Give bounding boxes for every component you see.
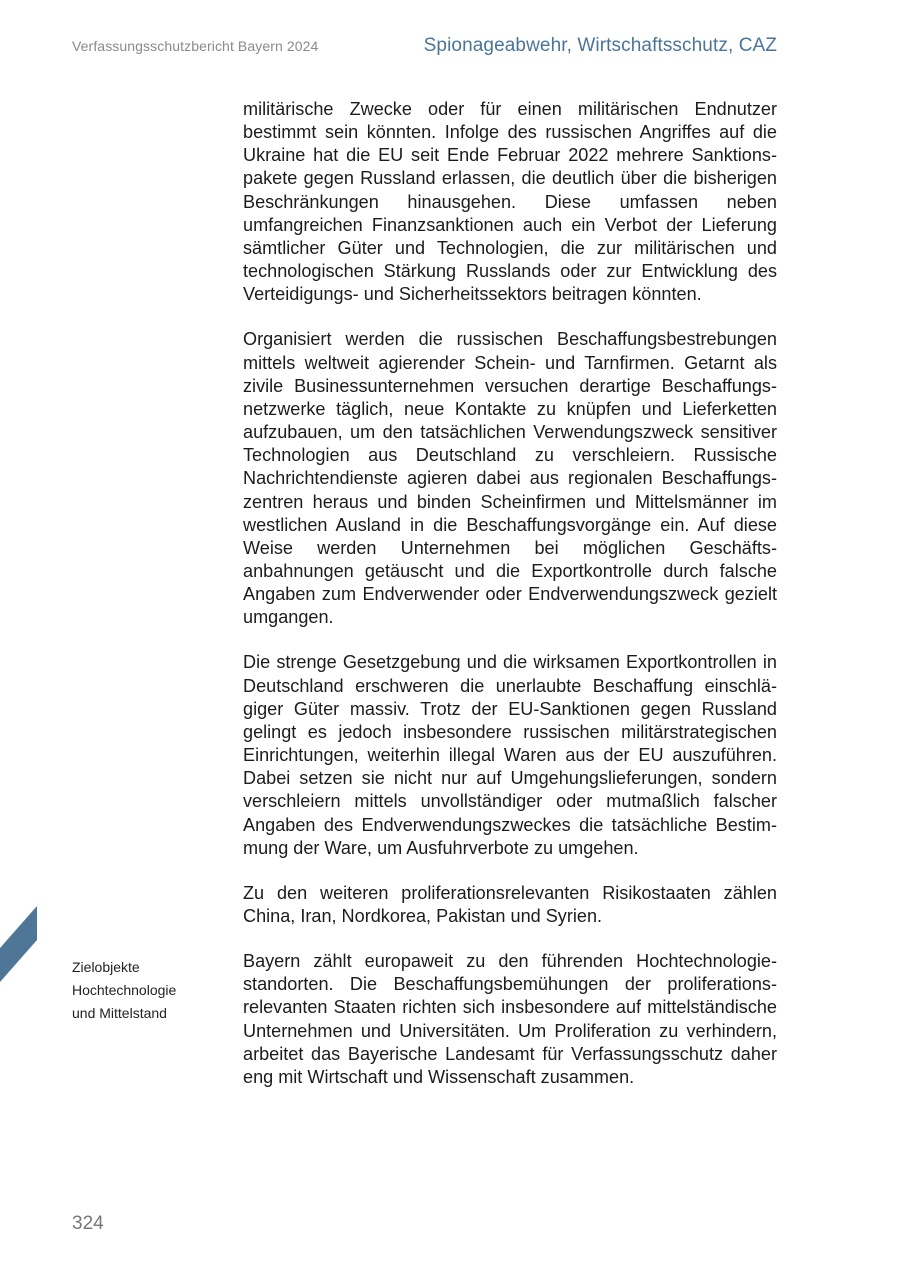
report-title: Verfassungsschutzbericht Bayern 2024 [72, 38, 319, 54]
section-title: Spionageabwehr, Wirtschaftsschutz, CAZ [423, 35, 777, 56]
body-paragraph: Die strenge Gesetzgebung und die wirksamen Exportkontrollen in Deutschland erschweren die unerlaubte Beschaffung einschlägiger Güter massiv. Trotz der EU-Sanktionen gegen Russland gelingt es jedoch insbesondere russischen militärstrategischen Einrichtungen, weiterhin illegal Waren aus der EU auszuführen. Dabei setzen sie nicht nur auf Umgehungslieferungen, sondern verschleiern mittels unvollständiger oder mutmaßlich falscher Angaben des Endverwendungszweckes die tatsächliche Bestimmung der Ware, um Ausfuhrverbote zu umgehen. [243, 652, 777, 858]
margin-note-line: Zielobjekte [72, 959, 140, 975]
margin-note [72, 956, 222, 1025]
body-paragraph: Organisiert werden die russischen Beschaffungsbestrebungen mittels weltweit agierender Schein- und Tarnfirmen. Getarnt als zivile Businessunternehmen versuchen derartige Beschaffungsnetzwerke täglich, neue Kontakte zu knüpfen und Lieferketten aufzubauen, um den tatsächlichen Verwendungszweck sensitiver Technologien aus Deutschland zu verschleiern. Russische Nachrichtendienste agieren dabei aus regionalen Beschaffungszentren heraus und binden Scheinfirmen und Mittelsmänner im westlichen Ausland in die Beschaffungsvorgänge ein. Auf diese Weise werden Unternehmen bei möglichen Geschäftsanbahnungen getäuscht und die Exportkontrolle durch falsche Angaben zum Endverwender oder Endverwendungszweck gezielt umgangen. [243, 329, 777, 628]
margin-note-line: Hochtechnologie [72, 982, 177, 998]
page-number: 324 [72, 1213, 104, 1234]
body-paragraph: militärische Zwecke oder für einen militärischen Endnutzer bestimmt sein könnten. Infolge des russischen Angriffes auf die Ukraine hat die EU seit Ende Februar 2022 mehrere Sanktionspakete gegen Russland erlassen, die deutlich über die bisherigen Beschränkungen hinausgehen. Diese umfassen neben umfangreichen Finanzsanktionen auch ein Verbot der Lieferung sämtlicher Güter und Technologien, die zur militärischen und technologischen Stärkung Russlands oder zur Entwicklung des Verteidigungs- und Sicherheitssektors beitragen könnten. [243, 99, 777, 305]
main-text-column [243, 98, 777, 1089]
section-tab-shape [0, 906, 37, 982]
body-paragraph: Bayern zählt europaweit zu den führenden Hochtechnologiestandorten. Die Beschaffungsbemühungen der proliferationsrelevanten Staaten richten sich insbesondere auf mittelständische Unternehmen und Universitäten. Um Proliferation zu verhindern, arbeitet das Bayerische Landesamt für Verfassungsschutz daher eng mit Wirtschaft und Wissenschaft zusammen. [243, 951, 777, 1087]
section-tab-marker [0, 906, 37, 982]
body-paragraph: Zu den weiteren proliferationsrelevanten Risikostaaten zählen China, Iran, Nordkorea, Pakistan und Syrien. [243, 882, 777, 926]
margin-note-line: und Mittelstand [72, 1005, 167, 1021]
